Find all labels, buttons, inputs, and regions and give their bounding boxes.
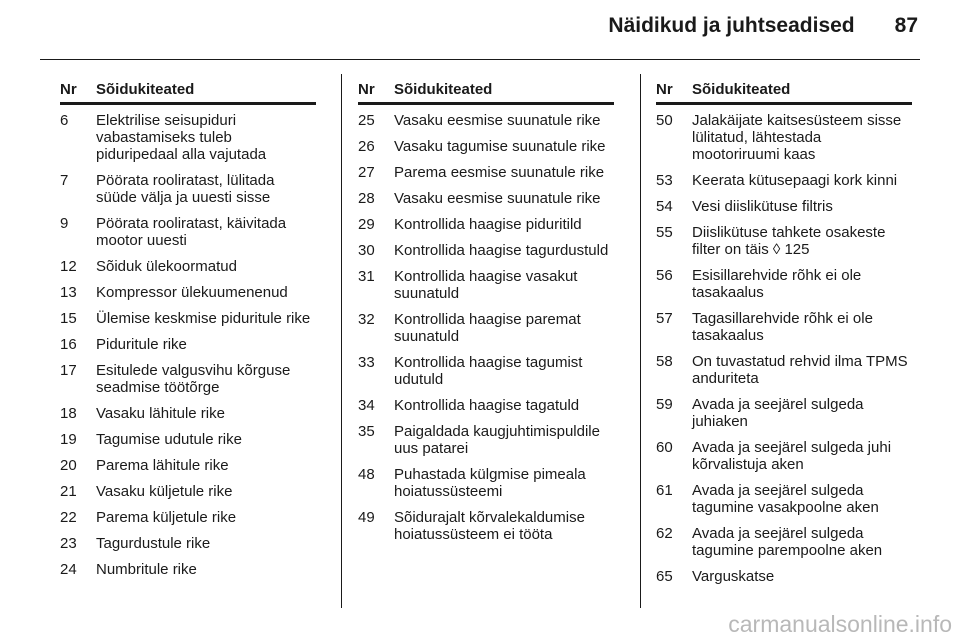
page-number: 87 [894, 14, 918, 37]
table-row [358, 509, 614, 543]
table-row [60, 483, 316, 500]
message-text: Tagasillarehvide rõhk ei ole tasakaalus [692, 310, 873, 344]
message-text: Kontrollida haagise paremat suunatuld [394, 311, 581, 345]
message-number: 62 [656, 525, 673, 542]
message-text: On tuvastatud rehvid ilma TPMS anduriteta [692, 353, 908, 387]
header-desc: Sõidukiteated [692, 81, 791, 98]
table-row [656, 172, 912, 189]
table-row [60, 405, 316, 422]
column-divider [640, 74, 641, 608]
message-number: 58 [656, 353, 673, 370]
column-divider [341, 74, 342, 608]
message-text: Sõiduk ülekoormatud [96, 258, 237, 275]
message-number: 21 [60, 483, 77, 500]
message-text: Vesi diislikütuse filtris [692, 198, 833, 215]
message-text: Kontrollida haagise vasakut suunatuld [394, 268, 578, 302]
table-row [60, 362, 316, 396]
message-text: Pöörata rooliratast, lülitada süüde välja ja uuesti sisse [96, 172, 275, 206]
table-row [358, 397, 614, 414]
table-row [60, 258, 316, 275]
header-rule [40, 59, 920, 60]
table-row [60, 284, 316, 301]
message-text: Kontrollida haagise piduritild [394, 216, 582, 233]
message-number: 29 [358, 216, 375, 233]
table-row [656, 310, 912, 344]
header-desc: Sõidukiteated [96, 81, 195, 98]
table-row [358, 354, 614, 388]
message-number: 9 [60, 215, 69, 232]
message-text: Vasaku lähitule rike [96, 405, 225, 422]
table-row [358, 112, 614, 129]
table-row [60, 172, 316, 206]
message-number: 22 [60, 509, 77, 526]
message-text: Kontrollida haagise tagurdustuld [394, 242, 609, 259]
table-row [358, 138, 614, 155]
message-number: 17 [60, 362, 77, 379]
table-row [656, 353, 912, 387]
message-number: 53 [656, 172, 673, 189]
table-row [656, 396, 912, 430]
message-number: 7 [60, 172, 69, 189]
page-title: Näidikud ja juhtseadised [608, 14, 855, 37]
message-number: 65 [656, 568, 673, 585]
message-table-3 [656, 82, 912, 594]
message-text: Elektrilise seisupiduri vabastamiseks tuleb piduripedaal alla vajutada [96, 112, 267, 163]
header-nr: Nr [60, 81, 77, 98]
message-text: Diislikütuse tahkete osakeste filter on täis ◊ 125 [692, 224, 886, 258]
message-text: Paigaldada kaugjuhtimispuldile uus patarei [394, 423, 600, 457]
message-number: 25 [358, 112, 375, 129]
table-row [656, 112, 912, 163]
message-number: 6 [60, 112, 69, 129]
message-number: 49 [358, 509, 375, 526]
message-number: 59 [656, 396, 673, 413]
message-number: 32 [358, 311, 375, 328]
message-text: Vasaku küljetule rike [96, 483, 233, 500]
table-row [60, 535, 316, 552]
message-number: 19 [60, 431, 77, 448]
table-header [656, 82, 912, 105]
message-table-1 [60, 82, 316, 587]
message-number: 61 [656, 482, 673, 499]
table-row [60, 509, 316, 526]
message-number: 60 [656, 439, 673, 456]
table-header [358, 82, 614, 105]
message-number: 50 [656, 112, 673, 129]
table-row [656, 525, 912, 559]
table-row [60, 561, 316, 578]
message-table-2 [358, 82, 614, 552]
table-row [60, 457, 316, 474]
message-number: 28 [358, 190, 375, 207]
message-number: 55 [656, 224, 673, 241]
table-row [358, 216, 614, 233]
message-number: 35 [358, 423, 375, 440]
message-number: 15 [60, 310, 77, 327]
message-number: 16 [60, 336, 77, 353]
message-text: Ülemise keskmise piduritule rike [96, 310, 311, 327]
table-row [656, 568, 912, 585]
message-text: Parema lähitule rike [96, 457, 229, 474]
message-text: Varguskatse [692, 568, 775, 585]
message-text: Parema eesmise suunatule rike [394, 164, 605, 181]
message-number: 54 [656, 198, 673, 215]
message-text: Kontrollida haagise tagatuld [394, 397, 580, 414]
message-number: 31 [358, 268, 375, 285]
message-number: 24 [60, 561, 77, 578]
message-number: 34 [358, 397, 375, 414]
message-text: Avada ja seejärel sulgeda juhi kõrvalistuja aken [692, 439, 892, 473]
header-nr: Nr [656, 81, 673, 98]
table-row [358, 242, 614, 259]
message-text: Puhastada külgmise pimeala hoiatussüsteemi [394, 466, 586, 500]
message-number: 27 [358, 164, 375, 181]
message-number: 48 [358, 466, 375, 483]
watermark: carmanualsonline.info [728, 611, 952, 637]
page-header [608, 14, 918, 38]
message-text: Numbritule rike [96, 561, 197, 578]
message-text: Tagurdustule rike [96, 535, 211, 552]
table-row [656, 198, 912, 215]
table-row [358, 466, 614, 500]
message-number: 13 [60, 284, 77, 301]
table-row [656, 482, 912, 516]
table-row [656, 267, 912, 301]
message-text: Tagumise udutule rike [96, 431, 242, 448]
message-text: Kontrollida haagise tagumist udutuld [394, 354, 583, 388]
message-text: Jalakäijate kaitsesüsteem sisse lülitatud, lähtestada mootoriruumi kaas [692, 112, 902, 163]
message-text: Sõidurajalt kõrvalekaldumise hoiatussüsteem ei tööta [394, 509, 585, 543]
table-row [60, 336, 316, 353]
message-number: 33 [358, 354, 375, 371]
table-row [60, 112, 316, 163]
header-nr: Nr [358, 81, 375, 98]
message-text: Keerata kütusepaagi kork kinni [692, 172, 898, 189]
message-number: 56 [656, 267, 673, 284]
message-text: Avada ja seejärel sulgeda juhiaken [692, 396, 864, 430]
header-desc: Sõidukiteated [394, 81, 493, 98]
table-row [60, 431, 316, 448]
table-header [60, 82, 316, 105]
table-row [358, 164, 614, 181]
message-text: Vasaku eesmise suunatule rike [394, 112, 601, 129]
message-number: 57 [656, 310, 673, 327]
message-number: 12 [60, 258, 77, 275]
message-text: Esitulede valgusvihu kõrguse seadmise töötõrge [96, 362, 291, 396]
table-row [60, 215, 316, 249]
message-number: 18 [60, 405, 77, 422]
message-text: Avada ja seejärel sulgeda tagumine parempoolne aken [692, 525, 883, 559]
message-text: Pöörata rooliratast, käivitada mootor uuesti [96, 215, 287, 249]
message-text: Kompressor ülekuumenenud [96, 284, 288, 301]
table-row [656, 224, 912, 258]
message-number: 26 [358, 138, 375, 155]
message-text: Esisillarehvide rõhk ei ole tasakaalus [692, 267, 862, 301]
table-row [656, 439, 912, 473]
table-row [358, 190, 614, 207]
message-text: Piduritule rike [96, 336, 187, 353]
table-row [358, 311, 614, 345]
message-text: Parema küljetule rike [96, 509, 237, 526]
table-row [358, 268, 614, 302]
table-row [358, 423, 614, 457]
message-text: Vasaku eesmise suunatule rike [394, 190, 601, 207]
message-number: 20 [60, 457, 77, 474]
table-row [60, 310, 316, 327]
message-text: Vasaku tagumise suunatule rike [394, 138, 606, 155]
message-number: 30 [358, 242, 375, 259]
message-text: Avada ja seejärel sulgeda tagumine vasakpoolne aken [692, 482, 879, 516]
message-number: 23 [60, 535, 77, 552]
